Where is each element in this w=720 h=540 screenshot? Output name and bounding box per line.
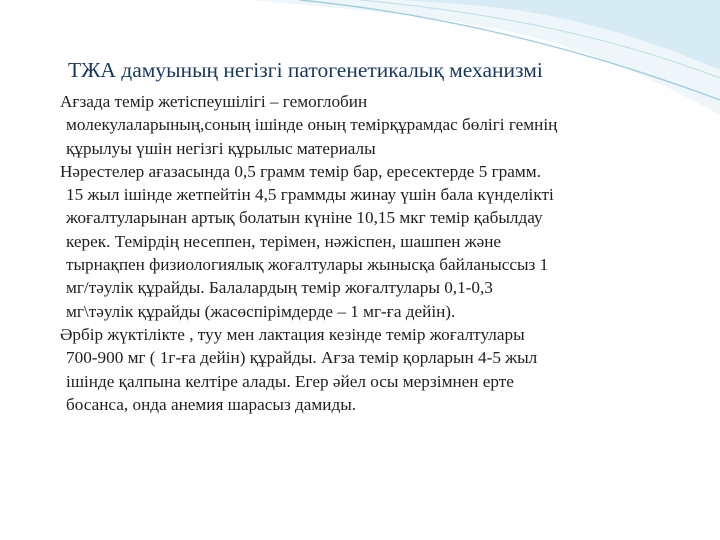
slide-title: ТЖА дамуының негізгі патогенетикалық механизмі xyxy=(68,58,543,82)
text-line: құрылуы үшін негізгі құрылыс материалы xyxy=(66,138,376,158)
text-line: Әрбір жүктілікте , туу мен лактация кезінде темір жоғалтулары xyxy=(60,324,525,344)
paragraph xyxy=(60,90,686,160)
text-line: Нәрестелер ағазасында 0,5 грамм темір бар, ересектерде 5 грамм. xyxy=(60,161,541,181)
text-line: тырнақпен физиологиялық жоғалтулары жынысқа байланыссыз 1 xyxy=(66,255,549,275)
text-line: ішінде қалпына келтіре алады. Егер әйел осы мерзімнен ерте xyxy=(66,371,514,391)
text-line: босанса, онда анемия шарасыз дамиды. xyxy=(66,394,357,414)
text-line: Ағзада темір жетіспеушілігі – гемоглобин xyxy=(60,92,368,111)
paragraph xyxy=(60,160,686,323)
paragraph xyxy=(60,323,686,416)
text-line: 15 жыл ішінде жетпейтін 4,5 граммды жинау үшін бала күнделікті xyxy=(66,185,554,205)
text-line: молекулаларының,соның ішінде оның темірқұрамдас бөлігі гемнің xyxy=(66,115,558,135)
text-line: мг/тәулік құрайды. Балалардың темір жоғалтулары 0,1-0,3 xyxy=(66,278,493,298)
text-line: 700-900 мг ( 1г-ға дейін) құрайды. Ағза темір қорларын 4-5 жыл xyxy=(66,348,538,368)
text-line: мг\тәулік құрайды (жасөспірімдерде – 1 мг-ға дейін). xyxy=(66,301,456,321)
text-line: жоғалтуларынан артық болатын күніне 10,15 мкг темір қабылдау xyxy=(66,208,543,228)
slide-body xyxy=(60,90,686,416)
text-line: керек. Темірдің несеппен, терімен, нәжіспен, шашпен және xyxy=(66,231,502,251)
